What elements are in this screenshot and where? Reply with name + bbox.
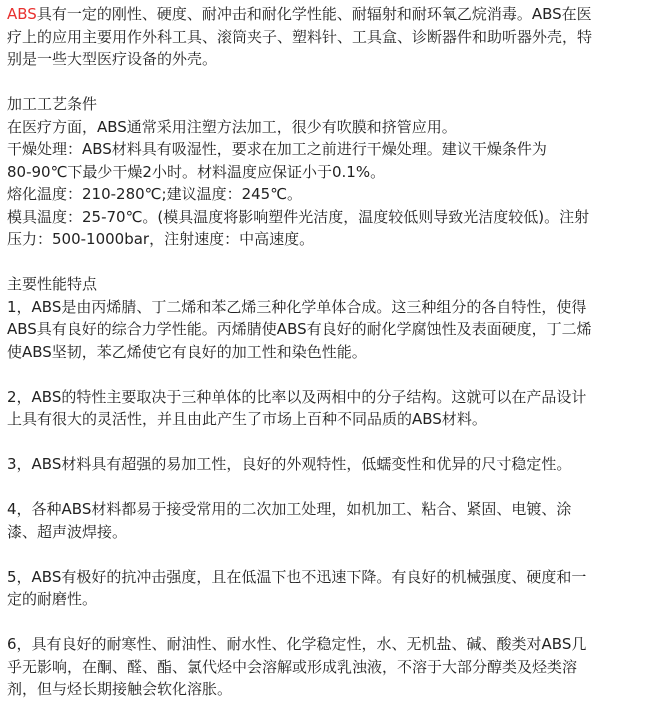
feature-line: 3，ABS材料具有超强的易加工性，良好的外观特性，低蠕变性和优异的尺寸稳定性。 — [7, 455, 572, 473]
intro-line-2: 疗上的应用主要用作外科工具、滚筒夹子、塑料针、工具盒、诊断器件和助听器外壳，特 — [7, 27, 593, 46]
feature-item-4 — [7, 498, 643, 543]
feature-line: 1，ABS是由丙烯腈、丁二烯和苯乙烯三种化学单体合成。这三种组分的各自特性，使得 — [7, 297, 587, 316]
intro-line-3: 别是一些大型医疗设备的外壳。 — [7, 50, 218, 68]
feature-line: 4，各种ABS材料都易于接受常用的二次加工处理，如机加工、粘合、紧固、电镀、涂 — [7, 500, 572, 518]
feature-line: 上具有很大的灵活性，并且由此产生了市场上百种不同品质的ABS材料。 — [7, 410, 487, 428]
feature-line: 2，ABS的特性主要取决于三种单体的比率以及两相中的分子结构。这就可以在产品设计 — [7, 387, 587, 406]
feature-item-1 — [7, 296, 643, 364]
feature-item-2 — [7, 386, 643, 431]
spacer — [7, 476, 643, 499]
highlighted-term: ABS — [7, 5, 37, 23]
section-heading: 主要性能特点 — [7, 275, 98, 293]
spacer — [7, 251, 643, 274]
process-line: 压力：500-1000bar，注射速度：中高速度。 — [7, 230, 315, 248]
section-heading: 加工工艺条件 — [7, 95, 98, 113]
process-line: 模具温度：25-70℃。(模具温度将影响塑件光洁度，温度较低则导致光洁度较低)。注射 — [7, 207, 590, 226]
process-section — [7, 93, 643, 251]
feature-line: 使ABS坚韧，苯乙烯使它有良好的加工性和染色性能。 — [7, 342, 367, 361]
spacer — [7, 363, 643, 386]
process-line: 干燥处理：ABS材料具有吸湿性，要求在加工之前进行干燥处理。建议干燥条件为 — [7, 140, 547, 158]
spacer — [7, 611, 643, 634]
process-line: 80-90℃下最少干燥2小时。材料温度应保证小于0.1%。 — [7, 162, 386, 181]
spacer — [7, 71, 643, 94]
feature-item-5 — [7, 566, 643, 611]
features-section — [7, 273, 643, 701]
intro-line-1-text: 具有一定的刚性、硬度、耐冲击和耐化学性能、耐辐射和耐环氧乙烷消毒。ABS在医 — [36, 5, 592, 23]
feature-line: 定的耐磨性。 — [7, 590, 98, 608]
feature-line: 5，ABS有极好的抗冲击强度，且在低温下也不迅速下降。有良好的机械强度、硬度和一 — [7, 567, 587, 586]
feature-item-6 — [7, 633, 643, 701]
spacer — [7, 543, 643, 566]
feature-line: 漆、超声波焊接。 — [7, 522, 128, 541]
spacer — [7, 431, 643, 454]
intro-line-1 — [7, 3, 643, 26]
feature-line: ABS具有良好的综合力学性能。丙烯腈使ABS有良好的耐化学腐蚀性及表面硬度，丁二烯 — [7, 320, 592, 338]
feature-item-3 — [7, 453, 643, 476]
feature-line: 剂，但与烃长期接触会软化溶胀。 — [7, 680, 233, 698]
process-line: 熔化温度：210-280℃;建议温度：245℃。 — [7, 185, 303, 203]
feature-line: 乎无影响，在酮、醛、酯、氯代烃中会溶解或形成乳浊液，不溶于大部分醇类及烃类溶 — [7, 657, 578, 676]
process-line: 在医疗方面，ABS通常采用注塑方法加工，很少有吹膜和挤管应用。 — [7, 117, 457, 136]
feature-line: 6，具有良好的耐寒性、耐油性、耐水性、化学稳定性，水、无机盐、碱、酸类对ABS几 — [7, 635, 587, 653]
intro-paragraph — [7, 3, 643, 71]
